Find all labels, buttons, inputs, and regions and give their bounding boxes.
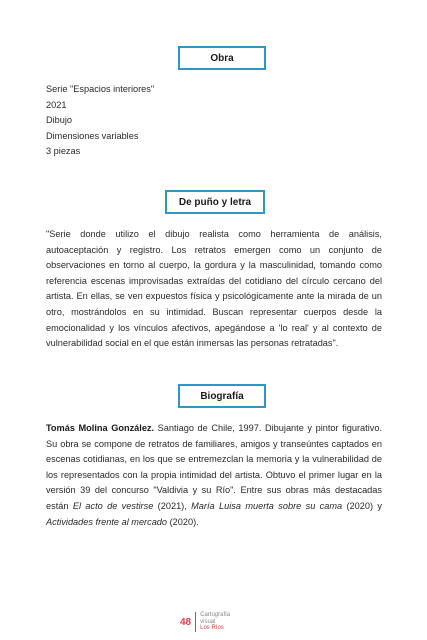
work-title: María Luisa muerta sobre su cama bbox=[191, 500, 343, 511]
page-footer bbox=[180, 612, 230, 632]
bio-text: (2021), bbox=[153, 500, 192, 511]
obra-details bbox=[46, 82, 382, 160]
brand-line: Los Ríos bbox=[200, 625, 224, 632]
brand-line: Cartografía bbox=[200, 612, 231, 619]
page-number: 48 bbox=[180, 612, 196, 632]
work-title: El acto de vestirse bbox=[72, 500, 154, 511]
artist-name: Tomás Molina González. bbox=[46, 423, 155, 433]
publication-brand bbox=[196, 612, 230, 632]
bio-text: (2020). bbox=[167, 516, 199, 527]
obra-line: Dibujo bbox=[46, 115, 73, 126]
section-title-puno bbox=[165, 190, 265, 214]
bio-text: Santiago de Chile, 1997. Dibujante y pintor figurativo. Su obra se compone de retratos de familiares, amigos y transeúntes captados en escenas cotidianas, en los que se entremezclan la memoria y la vulnerabilidad de los representados con la propia intimidad del artista. Obtuvo el primer lugar en la versión 39 del concurso "Valdivia y su Río". Entre sus obras más destacadas están bbox=[46, 423, 382, 511]
obra-line: Dimensiones variables bbox=[46, 130, 139, 141]
work-title: Actividades frente al mercado bbox=[46, 516, 168, 527]
obra-line: 3 piezas bbox=[46, 146, 81, 157]
section-title-text: Biografía bbox=[200, 390, 244, 402]
brand-line: visual bbox=[200, 618, 216, 625]
section-title-biografia bbox=[178, 384, 266, 408]
artist-statement: "Serie donde utilizo el dibujo realista como herramienta de análisis, autoaceptación y registro. Los retratos emergen como un conjunto de observaciones en torno al cuerpo, la gordura y la masculinidad, tomando como referencia escenas improvisadas extraídas del cotidiano del círculo cercano del artista. En ellas, se ven expuestos física y psicológicamente ante la mirada de un otro, mostrándolos en su intimidad. Buscan representar cuerpos desde la emocionalidad y los vínculos afectivos, apegándose a 'lo real' y al contexto de vulnerabilidad social en el que están inmersas las personas retratadas". bbox=[46, 229, 382, 349]
obra-line: 2021 bbox=[46, 99, 67, 110]
section-title-text: Obra bbox=[210, 52, 234, 64]
bio-text: (2020) y bbox=[342, 500, 383, 511]
obra-line: Serie "Espacios interiores" bbox=[46, 84, 155, 94]
section-title-obra bbox=[178, 46, 266, 70]
section-title-text: De puño y letra bbox=[178, 196, 252, 208]
biography-paragraph bbox=[46, 421, 382, 530]
